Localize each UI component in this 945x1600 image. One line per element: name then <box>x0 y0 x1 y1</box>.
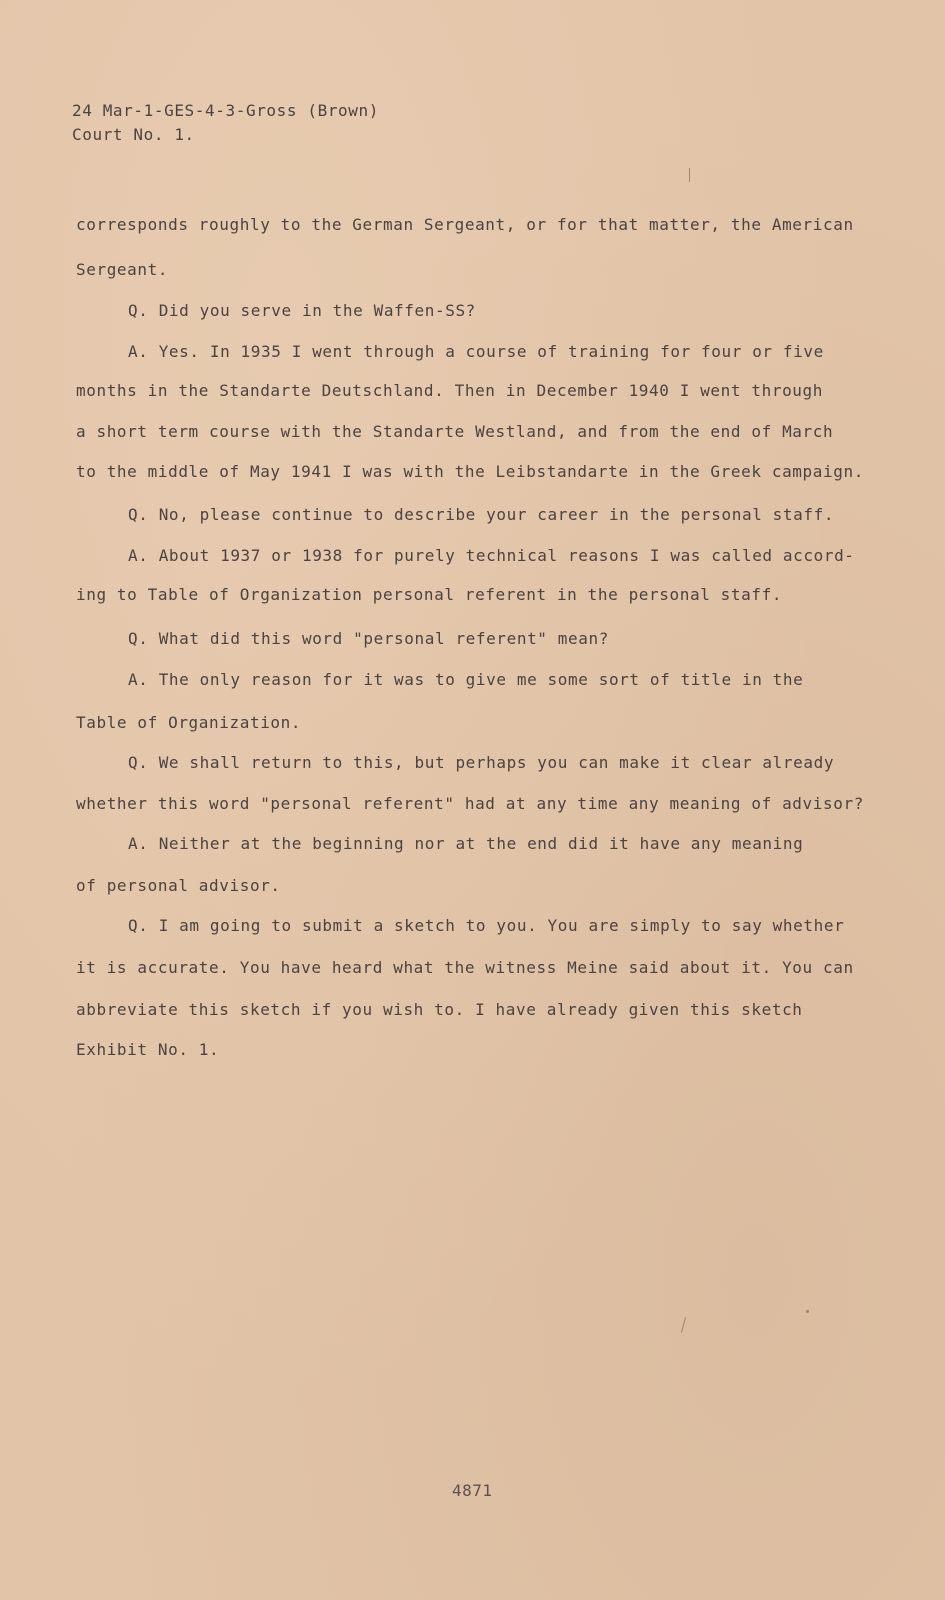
body-line: months in the Standarte Deutschland. Then in December 1940 I went through <box>76 381 823 400</box>
body-line: Sergeant. <box>76 260 169 279</box>
question-line: Q. I am going to submit a sketch to you. You are simply to say whether <box>128 916 845 935</box>
body-line: ing to Table of Organization personal referent in the personal staff. <box>76 585 783 604</box>
question-line: Q. Did you serve in the Waffen-SS? <box>128 301 476 320</box>
question-line: Q. What did this word "personal referent" mean? <box>128 629 609 648</box>
stray-mark <box>689 168 690 182</box>
question-line: Q. We shall return to this, but perhaps you can make it clear already <box>128 753 835 772</box>
stray-mark <box>806 1310 809 1313</box>
answer-line: A. The only reason for it was to give me some sort of title in the <box>128 670 804 689</box>
body-line: abbreviate this sketch if you wish to. I have already given this sketch <box>76 1000 803 1019</box>
answer-line: A. Yes. In 1935 I went through a course of training for four or five <box>128 342 824 361</box>
question-line: Q. No, please continue to describe your career in the personal staff. <box>128 505 835 524</box>
stray-mark <box>681 1317 686 1333</box>
body-line: whether this word "personal referent" had at any time any meaning of advisor? <box>76 794 864 813</box>
body-line: of personal advisor. <box>76 876 281 895</box>
header-docket-line: 24 Mar-1-GES-4-3-Gross (Brown) <box>72 101 379 120</box>
answer-line: A. Neither at the beginning nor at the end did it have any meaning <box>128 834 804 853</box>
body-line: to the middle of May 1941 I was with the Leibstandarte in the Greek campaign. <box>76 462 864 481</box>
body-line: a short term course with the Standarte Westland, and from the end of March <box>76 422 834 441</box>
body-line: Table of Organization. <box>76 713 302 732</box>
page-number: 4871 <box>452 1481 493 1500</box>
body-line: corresponds roughly to the German Sergeant, or for that matter, the American <box>76 215 854 234</box>
body-line: it is accurate. You have heard what the witness Meine said about it. You can <box>76 958 854 977</box>
body-line: Exhibit No. 1. <box>76 1040 220 1059</box>
answer-line: A. About 1937 or 1938 for purely technical reasons I was called accord- <box>128 546 855 565</box>
header-court-line: Court No. 1. <box>72 125 195 144</box>
